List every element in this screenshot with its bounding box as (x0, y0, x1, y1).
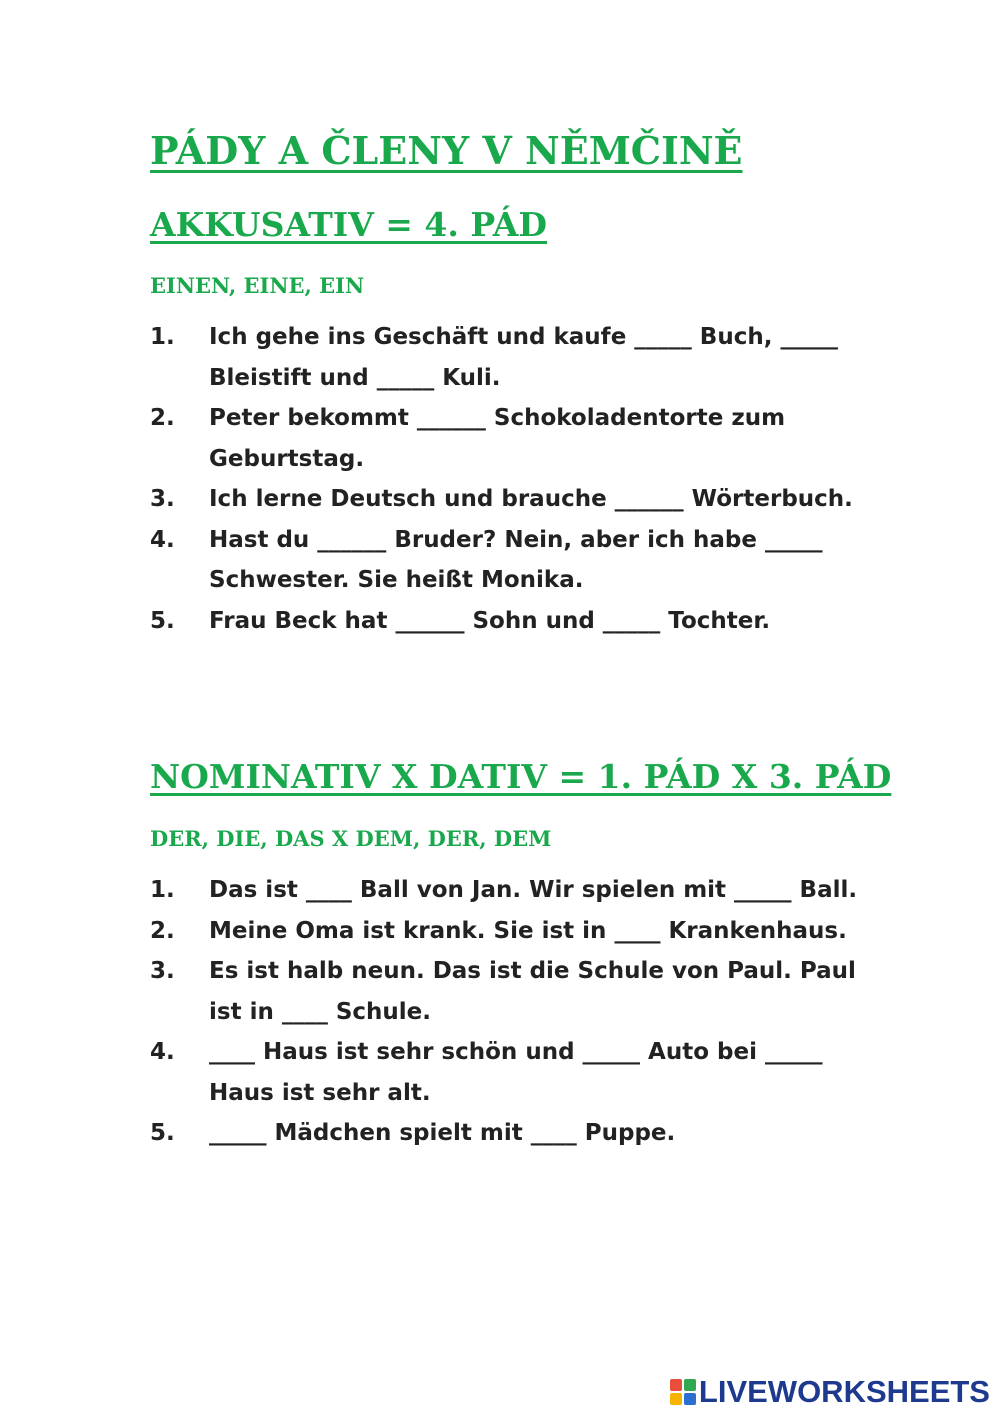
exercise-number: 5. (150, 1120, 175, 1146)
akkusativ-exercise-item (150, 601, 880, 642)
nominativ-dativ-exercise-item (150, 870, 880, 911)
exercise-number: 3. (150, 958, 175, 984)
nominativ-dativ-exercise-item (150, 951, 880, 1032)
liveworksheets-logo[interactable] (670, 1374, 990, 1410)
brand-name: LIVEWORKSHEETS (698, 1374, 990, 1409)
exercise-sentence[interactable]: Peter bekommt ______ Schokoladentorte zum Geburtstag. (209, 405, 786, 472)
akkusativ-exercise-list (150, 317, 880, 641)
nominativ-dativ-exercise-item (150, 1032, 880, 1113)
exercise-number: 3. (150, 486, 175, 512)
exercise-sentence[interactable]: Ich lerne Deutsch und brauche ______ Wörterbuch. (209, 486, 853, 512)
section-nominativ-dativ-subheading: DER, DIE, DAS X DEM, DER, DEM (150, 826, 552, 851)
akkusativ-exercise-item (150, 317, 880, 398)
exercise-sentence[interactable]: ____ Haus ist sehr schön und _____ Auto bei _____ Haus ist sehr alt. (209, 1039, 823, 1106)
exercise-sentence[interactable]: Hast du ______ Bruder? Nein, aber ich habe _____ Schwester. Sie heißt Monika. (209, 526, 823, 593)
akkusativ-exercise-item (150, 479, 880, 520)
exercise-sentence[interactable]: Das ist ____ Ball von Jan. Wir spielen mit _____ Ball. (209, 877, 858, 903)
exercise-number: 4. (150, 526, 175, 553)
exercise-number: 4. (150, 1039, 175, 1065)
akkusativ-exercise-item (150, 398, 880, 479)
exercise-number: 2. (150, 405, 175, 431)
exercise-sentence[interactable]: Ich gehe ins Geschäft und kaufe _____ Buch, _____ Bleistift und _____ Kuli. (209, 324, 838, 391)
exercise-number: 1. (150, 324, 175, 350)
nominativ-dativ-exercise-item (150, 1113, 880, 1154)
exercise-number: 1. (150, 877, 175, 903)
akkusativ-exercise-item (150, 520, 880, 601)
exercise-sentence[interactable]: Frau Beck hat ______ Sohn und _____ Tochter. (209, 607, 771, 634)
section-akkusativ-subheading: EINEN, EINE, EIN (150, 273, 365, 298)
exercise-number: 5. (150, 607, 175, 634)
section-nominativ-dativ-heading: NOMINATIV X DATIV = 1. PÁD X 3. PÁD (150, 757, 892, 796)
page-title: PÁDY A ČLENY V NĚMČINĚ (150, 128, 743, 173)
section-akkusativ-heading: AKKUSATIV = 4. PÁD (150, 205, 547, 244)
nominativ-dativ-exercise-item (150, 911, 880, 952)
exercise-sentence[interactable]: Es ist halb neun. Das ist die Schule von Paul. Paul ist in ____ Schule. (209, 958, 856, 1025)
colored-cubes-icon (670, 1379, 696, 1405)
exercise-sentence[interactable]: _____ Mädchen spielt mit ____ Puppe. (209, 1120, 676, 1146)
exercise-number: 2. (150, 917, 175, 944)
nominativ-dativ-exercise-list (150, 870, 880, 1154)
exercise-sentence[interactable]: Meine Oma ist krank. Sie ist in ____ Krankenhaus. (209, 917, 847, 944)
